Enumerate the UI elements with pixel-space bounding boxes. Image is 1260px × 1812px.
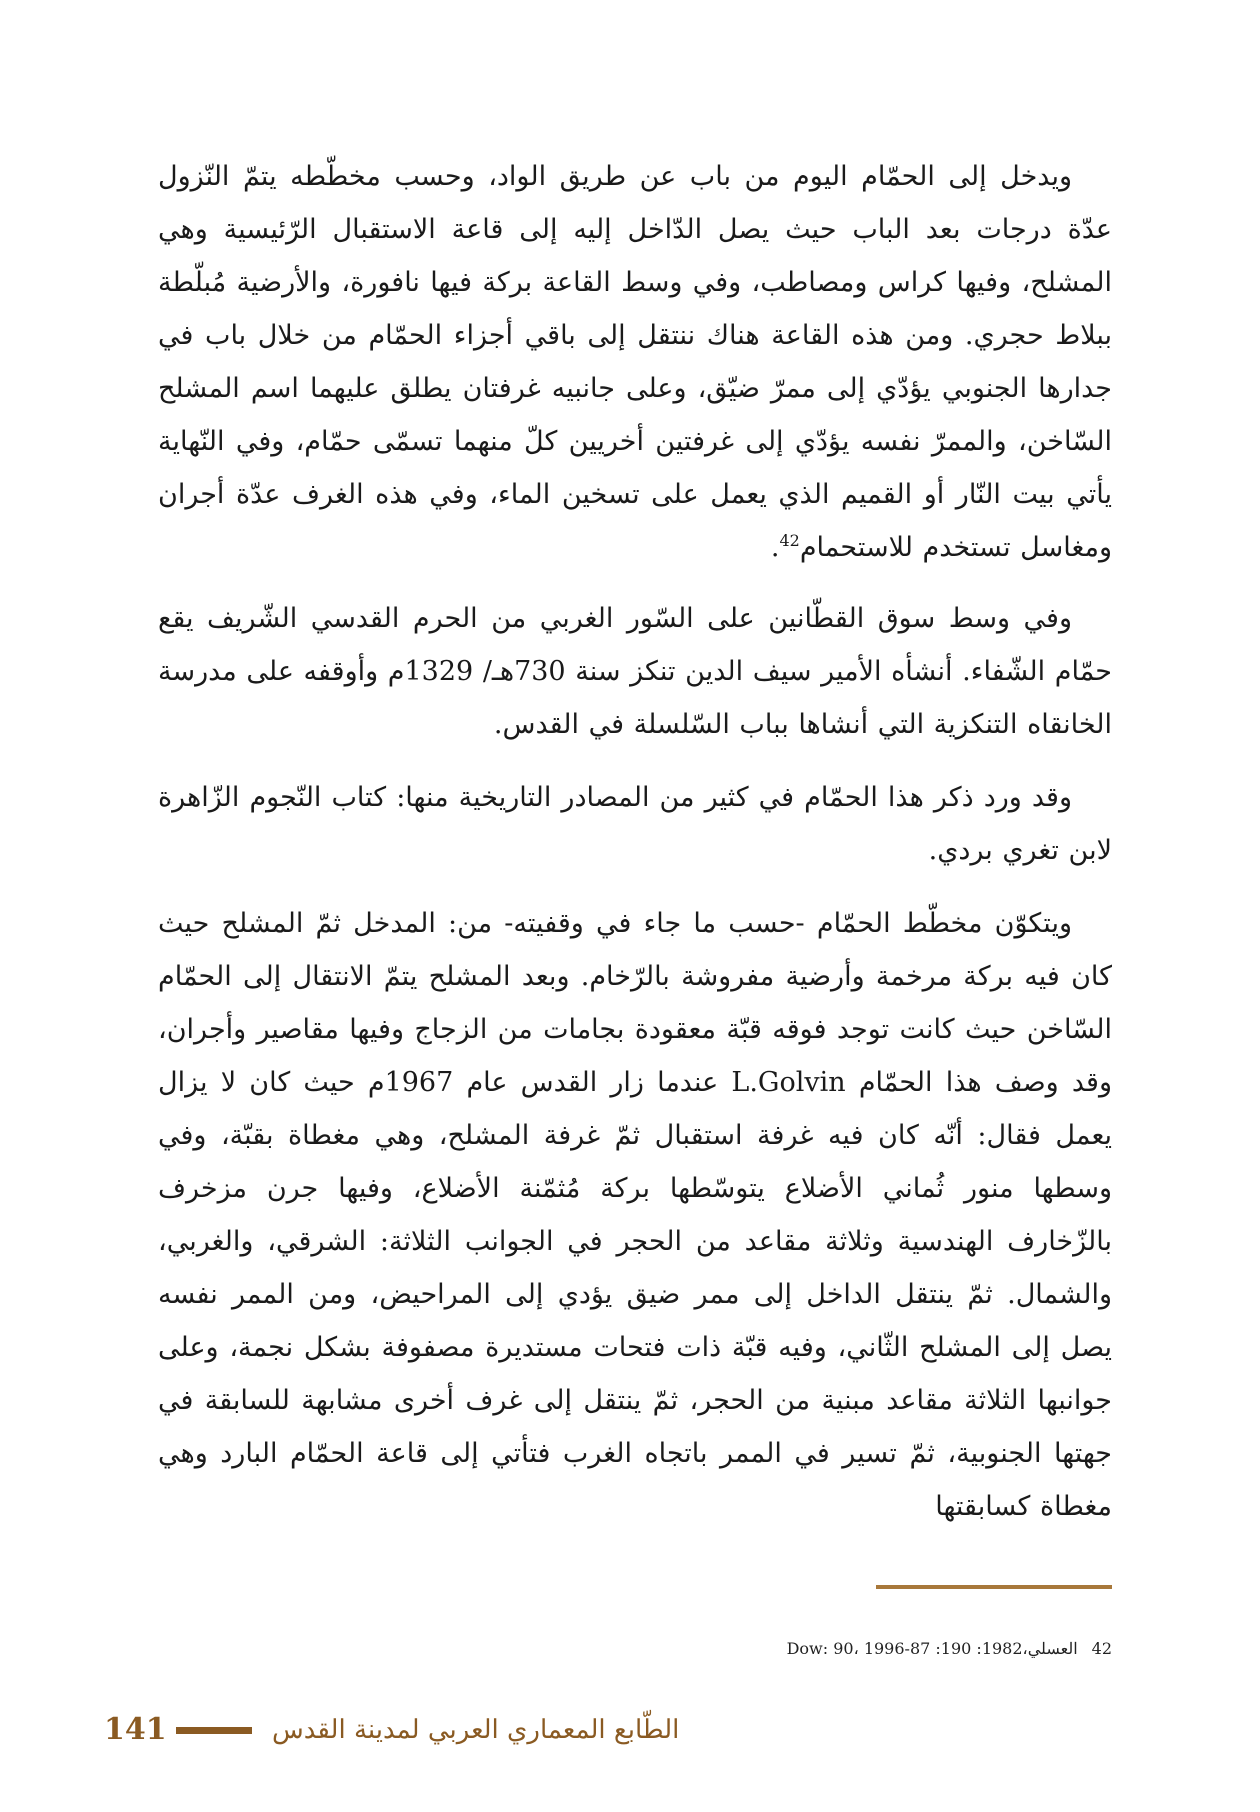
page-footer — [104, 1710, 680, 1750]
paragraph-text: وقد ورد ذكر هذا الحمّام في كثير من المصادر التاريخية منها: كتاب النّجوم الزّاهرة لابن تغري بردي. — [158, 782, 1112, 866]
paragraph-historical-sources — [158, 771, 1112, 877]
footnote-42 — [760, 1638, 1112, 1660]
running-book-title: الطّابع المعماري العربي لمدينة القدس — [272, 1715, 680, 1745]
paragraph-text: ويدخل إلى الحمّام اليوم من باب عن طريق الواد، وحسب مخطّطه يتمّ النّزول عدّة درجات بعد الباب حيث يصل الدّاخل إليه إلى قاعة الاستقبال الرّئيسية وهي المشلح، وفيها كراس ومصاطب، وفي وسط القاعة بركة فيها نافورة، والأرضية مُبلّطة ببلاط حجري. ومن هذه القاعة هناك ننتقل إلى باقي أجزاء الحمّام من خلال باب في جدارها الجنوبي يؤدّي إلى ممرّ ضيّق، وعلى جانبيه غرفتان يطلق عليهما اسم المشلح السّاخن، والممرّ نفسه يؤدّي إلى غرفتين أخريين كلّ منهما تسمّى حمّام، وفي النّهاية يأتي بيت النّار أو القميم الذي يعمل على تسخين الماء، وفي هذه الغرف عدّة أجران ومغاسل تستخدم للاستحمام — [158, 161, 1112, 563]
page-number: 141 — [104, 1712, 167, 1747]
footnote-reference[interactable]: 42 — [779, 531, 800, 550]
body-text — [158, 150, 1112, 1553]
paragraph-hammam-entrance — [158, 150, 1112, 574]
footnote-number: 42 — [1091, 1639, 1112, 1658]
paragraph-hammam-layout — [158, 897, 1112, 1533]
paragraph-text: عندما زار القدس عام 1967م حيث كان لا يزال يعمل فقال: أنّه كان فيه غرفة استقبال ثمّ غرفة المشلح، وهي مغطاة بقبّة، وفي وسطها منور ثُماني الأضلاع يتوسّطها بركة مُثمّنة الأضلاع، وفيها جرن مزخرف بالزّخارف الهندسية وثلاثة مقاعد من الحجر في الجوانب الثلاثة: الشرقي، والغربي، والشمال. ثمّ ينتقل الداخل إلى ممر ضيق يؤدي إلى المراحيض، ومن الممر نفسه يصل إلى المشلح الثّاني، وفيه قبّة ذات فتحات مستديرة مصفوفة بشكل نجمة، وعلى جوانبها الثلاثة مقاعد مبنية من الحجر، ثمّ ينتقل إلى غرف أخرى مشابهة للسابقة في جهتها الجنوبية، ثمّ تسير في الممر باتجاه الغرب فتأتي إلى قاعة الحمّام البارد وهي مغطاة كسابقتها — [158, 1067, 1112, 1522]
footnote-separator — [876, 1585, 1112, 1589]
footer-divider-bar — [176, 1727, 252, 1734]
paragraph-text: وفي وسط سوق القطّانين على السّور الغربي من الحرم القدسي الشّريف يقع حمّام الشّفاء. أنشأه الأمير سيف الدين تنكز سنة 730هـ/ 1329م وأوقفه على مدرسة الخانقاه التنكزية التي أنشاها بباب السّلسلة في القدس. — [158, 603, 1113, 740]
latin-author-name: L.Golvin — [731, 1067, 846, 1098]
paragraph-hammam-al-shifa — [158, 592, 1112, 751]
paragraph-end-punct: . — [770, 532, 780, 563]
footnote-text: العسلي،1982: 190: 87-1996 ،Dow: 90 — [786, 1639, 1078, 1658]
paragraph-text: ويتكوّن مخطّط الحمّام -حسب ما جاء في وقفيته- من: المدخل ثمّ المشلح حيث كان فيه بركة مرخمة وأرضية مفروشة بالرّخام. وبعد المشلح يتمّ الانتقال إلى الحمّام السّاخن حيث كانت توجد فوقه قبّة معقودة بجامات من الزجاج وفيها مقاصير وأجران، وقد وصف هذا الحمّام — [158, 908, 1112, 1098]
